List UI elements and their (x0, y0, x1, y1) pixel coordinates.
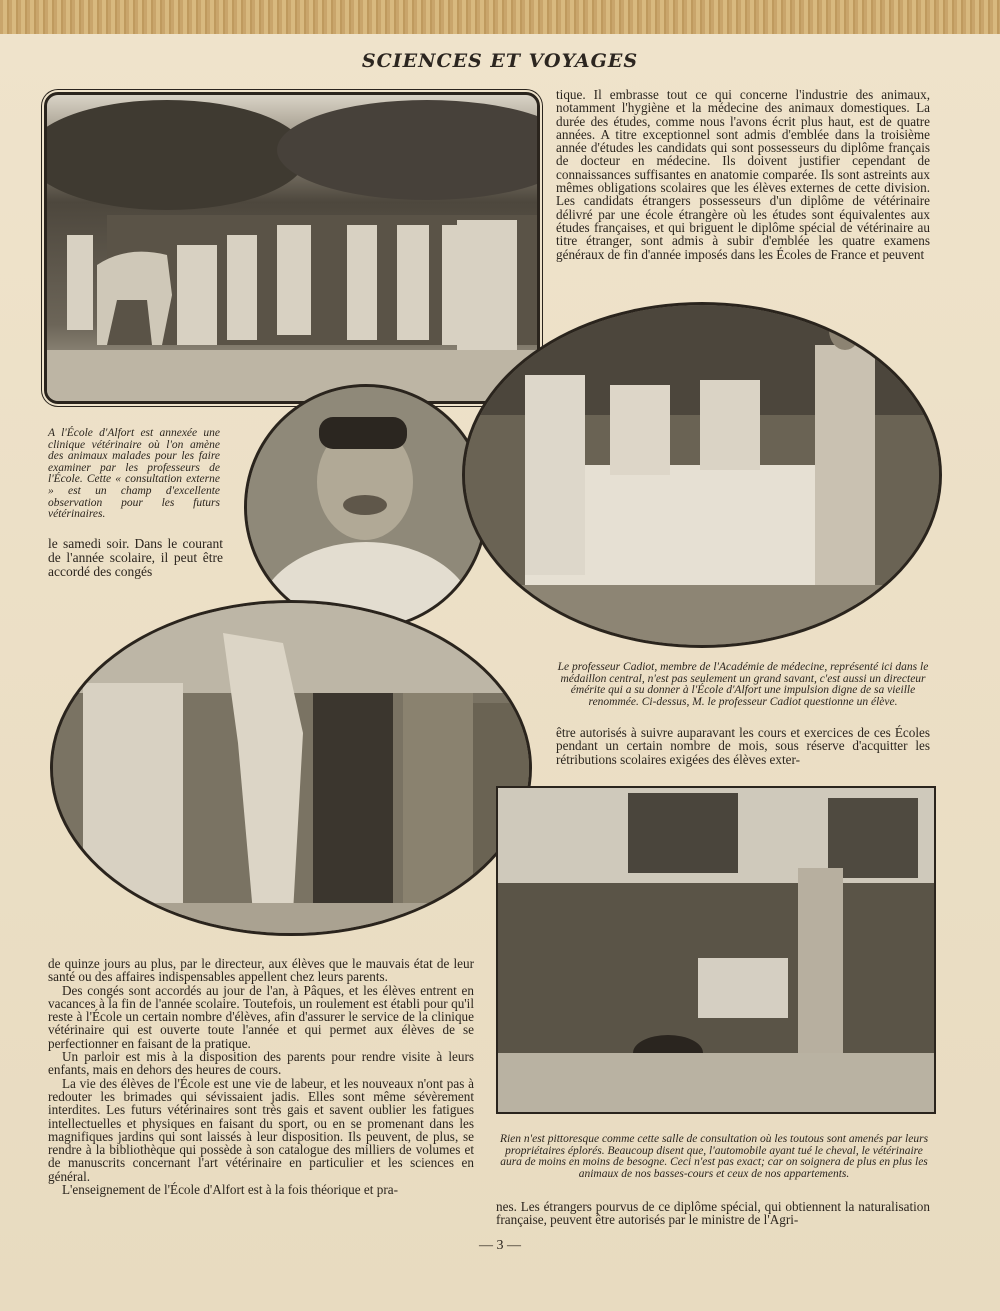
photo-students-with-horse (50, 600, 532, 936)
photo-clinic-students (44, 92, 540, 404)
page-top-border (0, 0, 1000, 34)
caption-clinic: A l'École d'Alfort est annexée une clinique vétérinaire où l'on amène des animaux malades pour les faire examiner par les professeurs de l'École. Cette « consultation externe » est un champ d'excellente observation pour les futurs vétérinaires. (48, 427, 220, 521)
paragraph: de quinze jours au plus, par le directeur, aux élèves que le mauvais état de leur santé ou des affaires indispensables appellent chez leurs parents. (48, 956, 474, 985)
article-text-top-right: tique. Il embrasse tout ce qui concerne l'industrie des animaux, notamment l'hygiène et la médecine des animaux domestiques. La durée des études, comme nous l'avons écrit plus haut, est de quatre années. A titre exceptionnel sont admis d'emblée dans la troisième année d'études les candidats qui sont possesseurs du diplôme français de docteur en médecine. Ils doivent justifier cependant de connaissances suffisantes en anatomie comparée. Ils sont astreints aux mêmes obligations scolaires que les élèves externes de cette division. Les candidats étrangers possesseurs d'un diplôme de vétérinaire délivré par une école étrangère où les études sont équivalentes aux études françaises, et qui briguent le diplôme spécial de vétérinaire au titre étranger, sont admis à subir d'emblée les quatre examens généraux de fin d'année imposés dans les Écoles de France et peuvent (556, 87, 930, 262)
caption-consultation-room: Rien n'est pittoresque comme cette salle de consultation où les toutous sont amenés par leurs propriétaires éplorés. Beaucoup disent que, l'automobile ayant tué le cheval, le vétérinaire aura de moins en moins de besogne. Ceci n'est pas exact; car on soignera de plus en plus les animaux de nos basses-cours et ceux de nos appartements. (499, 1133, 929, 1180)
photo-professor-cadiot-portrait (244, 384, 488, 630)
article-text-left-mid: le samedi soir. Dans le courant de l'année scolaire, il peut être accordé des congés (48, 536, 223, 579)
paragraph: Un parloir est mis à la disposition des parents pour rendre visite à leurs enfants, mais en dehors des heures de cours. (48, 1049, 474, 1078)
paragraph: Des congés sont accordés au jour de l'an, à Pâques, et les élèves entrent en vacances à la fin de l'année scolaire. Toutefois, un roulement est établi pour qu'il reste à l'École un certain nombre d'élèves, afin d'assurer le service de la clinique vétérinaire qui est ouverte toute l'année et qui permet aux élèves de se perfectionner en faisant de la pratique. (48, 982, 474, 1051)
page-number: — 3 — (479, 1238, 521, 1253)
article-text-bottom-right: nes. Les étrangers pourvus de ce diplôme spécial, qui obtiennent la naturalisation française, peuvent être autorisés par le ministre de l'Agri- (496, 1199, 930, 1228)
paragraph: L'enseignement de l'École d'Alfort est à la fois théorique et pra- (62, 1182, 398, 1198)
article-text-right-mid: être autorisés à suivre auparavant les cours et exercices de ces Écoles pendant un certain nombre de mois, sous réserve d'acquitter les rétributions scolaires exigées des élèves exter- (556, 725, 930, 767)
article-text-bottom-left (48, 957, 474, 1196)
paragraph: La vie des élèves de l'École est une vie de labeur, et les nouveaux n'ont pas à redouter les brimades qui sévissaient jadis. Elles sont même sévèrement interdites. Les futurs vétérinaires sont très gais et savent oublier les fatigues intellectuelles et physiques en faisant du sport, ou en se promenant dans les magnifiques jardins qui sont laissés à leur disposition. Ils peuvent, de plus, se rendre à la bibliothèque qui possède à son catalogue des milliers de volumes et de manuscrits concernant l'art vétérinaire en particulier et les sciences en général. (48, 1075, 474, 1184)
photo-professor-questions-student (462, 302, 942, 648)
caption-professor-cadiot: Le professeur Cadiot, membre de l'Académie de médecine, représenté ici dans le médaillon central, n'est pas seulement un grand savant, c'est aussi un directeur émérite qui a su donner à l'École d'Alfort une impulsion digne de sa vieille renommée. Ci-dessus, M. le professeur Cadiot questionne un élève. (557, 661, 929, 708)
photo-dog-consultation (496, 786, 936, 1114)
masthead-title: SCIENCES ET VOYAGES (361, 50, 639, 72)
